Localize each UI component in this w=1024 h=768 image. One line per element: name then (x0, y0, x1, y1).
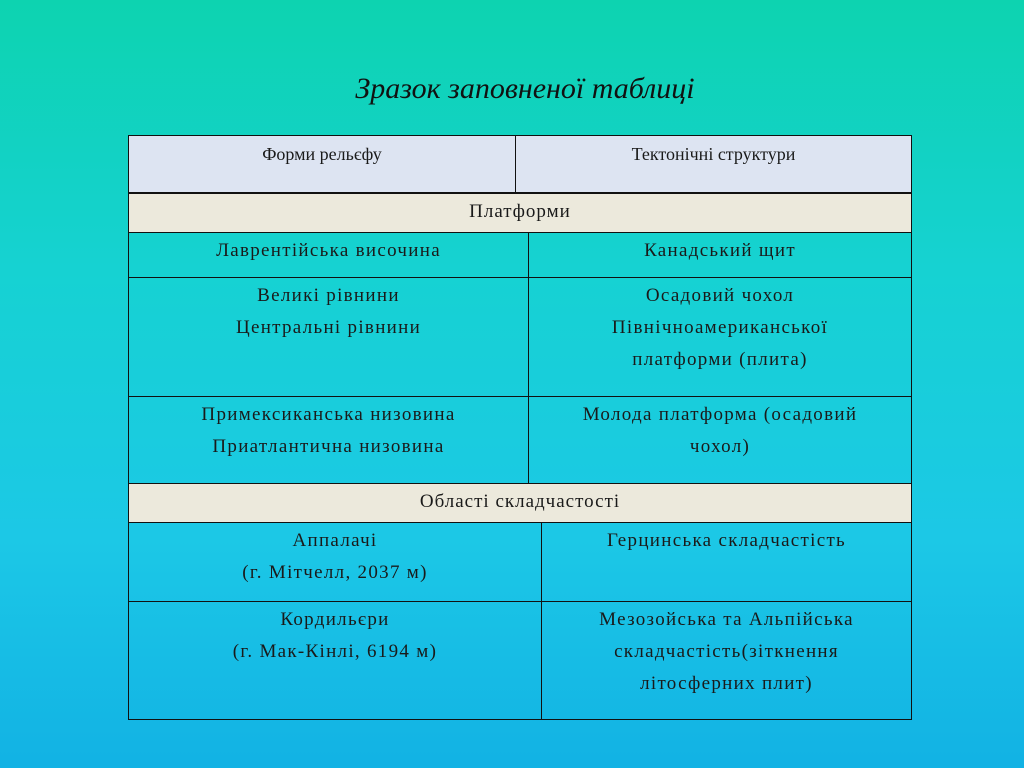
section-label: Області складчастості (419, 491, 621, 512)
structure-line: Канадський щит (644, 240, 796, 261)
section-label: Платформи (469, 201, 571, 222)
table-row (128, 232, 912, 278)
structure-cell (528, 233, 911, 277)
landform-line: Лаврентійська височина (216, 240, 441, 261)
landform-line: Аппалачі (292, 530, 378, 551)
header-landforms: Форми рельєфу (262, 144, 382, 164)
landform-line: (г. Мітчелл, 2037 м) (242, 562, 428, 583)
structure-line: Молода платформа (осадовий (582, 404, 858, 425)
table-row (128, 601, 912, 720)
structure-cell (528, 397, 911, 483)
landform-line: Центральні рівнини (235, 317, 422, 338)
section-row-fold-areas (128, 483, 912, 523)
landform-cell (129, 278, 528, 396)
table-row (128, 277, 912, 397)
structure-line: літосферних плит) (640, 673, 813, 694)
structure-line: Герцинська складчастість (606, 530, 847, 551)
landform-line: Кордильєри (280, 609, 390, 630)
structure-line: платформи (плита) (632, 349, 808, 370)
structure-line: чохол) (689, 436, 751, 457)
section-row-platforms (128, 193, 912, 233)
structure-cell (541, 602, 911, 719)
structure-cell (528, 278, 911, 396)
landform-line: (г. Мак-Кінлі, 6194 м) (232, 641, 438, 662)
table-row (128, 396, 912, 484)
structure-line: Мезозойська та Альпійська (599, 609, 854, 630)
slide-title: Зразок заповненої таблиці (355, 72, 695, 105)
structure-line: Осадовий чохол (645, 285, 795, 306)
table-header-row (128, 135, 912, 193)
landform-line: Примексиканська низовина (201, 404, 456, 425)
header-tectonic-structures: Тектонічні структури (515, 136, 911, 192)
landform-line: Великі рівнини (257, 285, 400, 306)
landform-cell (129, 602, 541, 719)
landform-line: Приатлантична низовина (212, 436, 445, 457)
landform-cell (129, 523, 541, 601)
table-row (128, 522, 912, 602)
landform-cell (129, 233, 528, 277)
structure-line: Північноамериканської (611, 317, 829, 338)
structure-line: складчастість(зіткнення (614, 641, 839, 662)
structure-cell (541, 523, 911, 601)
landform-cell (129, 397, 528, 483)
